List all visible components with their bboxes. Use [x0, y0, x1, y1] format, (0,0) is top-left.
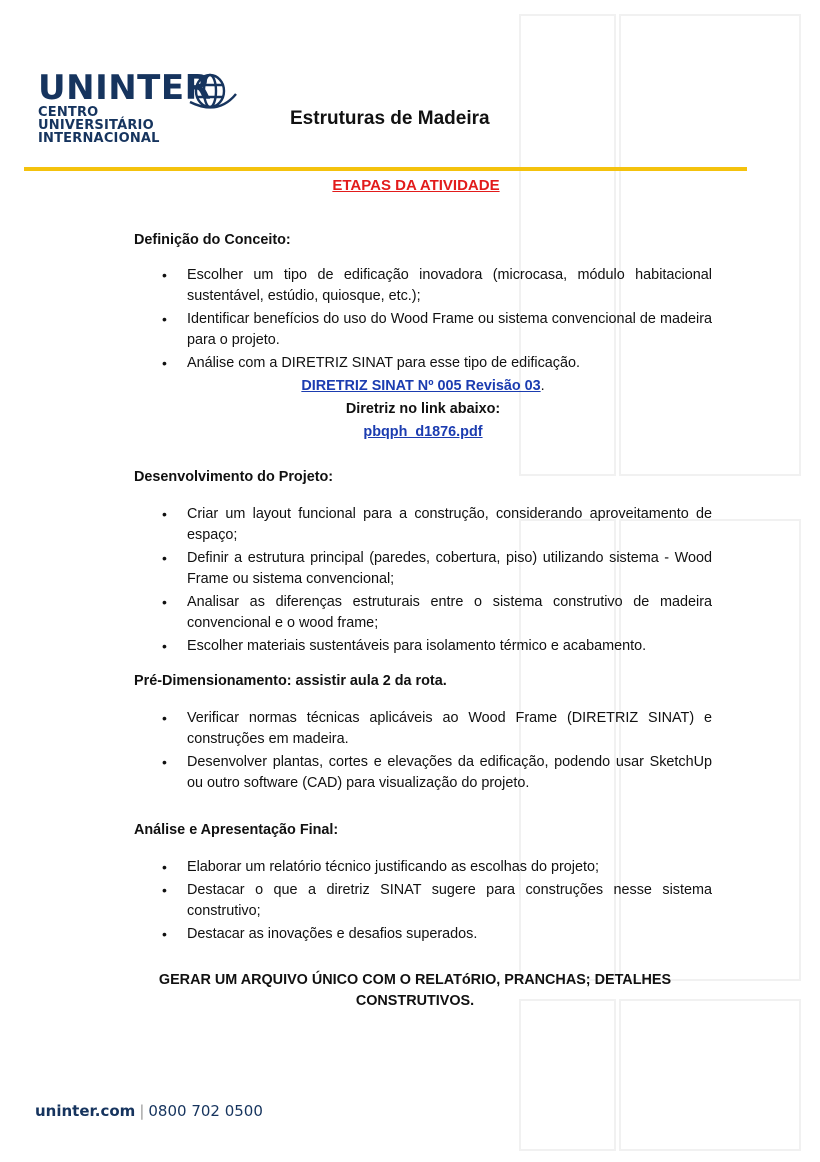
- list-item: • Análise com a DIRETRIZ SINAT para esse tipo de edificação.: [134, 353, 712, 374]
- document-title: Estruturas de Madeira: [290, 108, 490, 129]
- globe-icon: [188, 72, 238, 114]
- list-item: • Escolher um tipo de edificação inovadora (microcasa, módulo habitacional sustentável, estúdio, quiosque, etc.);: [162, 267, 712, 304]
- list-item: • Identificar benefícios do uso do Wood Frame ou sistema convencional de madeira para o projeto.: [162, 311, 712, 348]
- list-predimension: [134, 708, 712, 794]
- uninter-logo: [38, 70, 211, 145]
- footer: [35, 1102, 263, 1120]
- bullet-icon: •: [162, 882, 167, 898]
- logo-subtitle-line: UNIVERSITÁRIO: [38, 118, 154, 133]
- heading-development: Desenvolvimento do Projeto:: [134, 469, 334, 485]
- heading-analysis: Análise e Apresentação Final:: [134, 822, 339, 838]
- list-item: • Escolher materiais sustentáveis para isolamento térmico e acabamento.: [134, 636, 712, 657]
- pdf-link[interactable]: pbqph_d1876.pdf: [363, 424, 483, 440]
- logo-subtitle-line: INTERNACIONAL: [38, 131, 160, 146]
- logo-subtitle-line: CENTRO: [38, 105, 99, 120]
- sinat-directive-link[interactable]: DIRETRIZ SINAT Nº 005 Revisão 03: [301, 378, 541, 394]
- link-caption: Diretriz no link abaixo:: [345, 401, 501, 417]
- bullet-icon: •: [162, 594, 167, 610]
- section-heading: ETAPAS DA ATIVIDADE: [332, 177, 500, 194]
- list-item: • Definir a estrutura principal (paredes, cobertura, piso) utilizando sistema - Wood Frame ou sistema convencional;: [162, 550, 712, 587]
- footer-site: uninter.com: [35, 1102, 136, 1120]
- list-analysis: [134, 857, 712, 945]
- final-instruction: GERAR UM ARQUIVO ÚNICO COM O RELATóRIO, PRANCHAS; DETALHES CONSTRUTIVOS.: [158, 972, 672, 1009]
- list-item: • Analisar as diferenças estruturais entre o sistema construtivo de madeira convencional e o wood frame;: [162, 594, 712, 631]
- list-item: • Criar um layout funcional para a construção, considerando aproveitamento de espaço;: [162, 506, 712, 543]
- link-line: DIRETRIZ SINAT Nº 005 Revisão 03.: [301, 378, 545, 394]
- list-item: • Destacar as inovações e desafios superados.: [134, 924, 712, 945]
- bullet-icon: •: [162, 638, 167, 654]
- header-divider: [24, 167, 747, 171]
- footer-phone: 0800 702 0500: [148, 1102, 263, 1120]
- list-development: [134, 504, 712, 657]
- bullet-icon: •: [162, 355, 167, 371]
- logo-wordmark: UNINTER: [38, 68, 212, 108]
- pdf-link-line: [134, 422, 712, 443]
- bullet-icon: •: [162, 926, 167, 942]
- heading-predimension: Pré-Dimensionamento: assistir aula 2 da rota.: [134, 673, 447, 689]
- document-body: [134, 230, 712, 945]
- list-item: • Elaborar um relatório técnico justificando as escolhas do projeto;: [134, 857, 712, 878]
- bullet-icon: •: [162, 550, 167, 566]
- bullet-icon: •: [162, 311, 167, 327]
- list-concept: [134, 265, 712, 374]
- list-item: • Desenvolver plantas, cortes e elevações da edificação, podendo usar SketchUp ou outro software (CAD) para visualização do projeto.: [162, 754, 712, 791]
- heading-concept: Definição do Conceito:: [134, 232, 291, 248]
- bullet-icon: •: [162, 506, 167, 522]
- bullet-icon: •: [162, 267, 167, 283]
- footer-separator: |: [139, 1102, 145, 1120]
- bullet-icon: •: [162, 859, 167, 875]
- list-item: • Verificar normas técnicas aplicáveis ao Wood Frame (DIRETRIZ SINAT) e construções em madeira.: [162, 710, 712, 747]
- list-item: • Destacar o que a diretriz SINAT sugere para construções nesse sistema construtivo;: [162, 882, 712, 919]
- bullet-icon: •: [162, 710, 167, 726]
- bullet-icon: •: [162, 754, 167, 770]
